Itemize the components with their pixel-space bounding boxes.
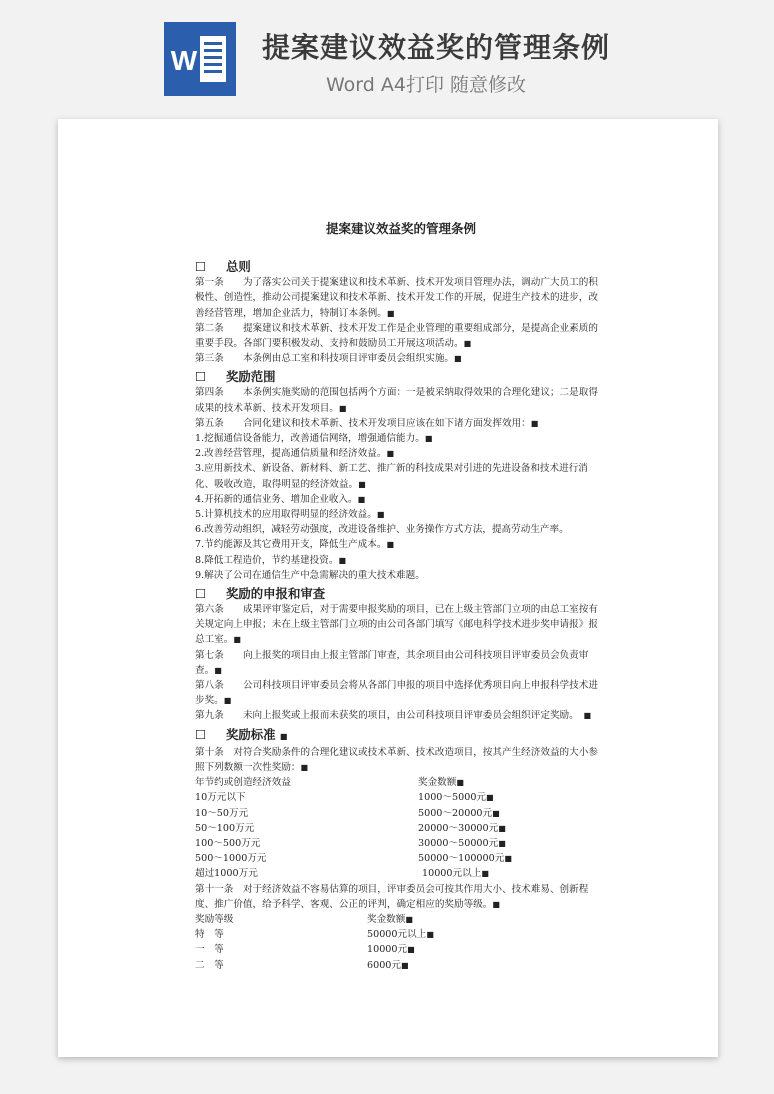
word-icon-letter: W bbox=[170, 45, 198, 76]
document-page bbox=[58, 119, 718, 1057]
list-item: 1.挖掘通信设备能力，改善通信网络，增强通信能力。■ bbox=[195, 433, 433, 445]
banner-title: 提案建议效益奖的管理条例 bbox=[262, 31, 611, 64]
end-mark-icon: ■ bbox=[386, 540, 394, 550]
table-row bbox=[195, 806, 607, 821]
table-row bbox=[195, 927, 607, 942]
table-cell: 5000～20000元■ bbox=[418, 807, 500, 819]
table-cell: 1000～5000元■ bbox=[418, 792, 494, 804]
checkbox-square-icon: ☐ bbox=[195, 726, 207, 742]
end-mark-icon: ■ bbox=[338, 555, 347, 565]
end-mark-icon: ■ bbox=[424, 434, 433, 444]
list-item: 6.改善劳动组织，减轻劳动强度，改进设备维护、业务操作方式方法，提高劳动生产率。 bbox=[195, 524, 569, 536]
word-document-icon bbox=[164, 22, 236, 96]
table-cell: 一 等 bbox=[195, 944, 224, 956]
checkbox-square-icon: ☐ bbox=[195, 586, 207, 602]
table-header-cell: 奖金数额■ bbox=[367, 913, 413, 925]
article-paragraph: 第四条 本条例实施奖励的范围包括两个方面：一是被采纳取得效果的合理化建议；二是取得成果的技术革新、技术开发项目。■ bbox=[195, 387, 598, 414]
checkbox-square-icon: ☐ bbox=[195, 259, 207, 275]
article-paragraph: 第六条 成果评审鉴定后，对于需要申报奖励的项目，已在上级主管部门立项的由总工室按有关规定向上申报；未在上级主管部门立项的由公司各部门填写《邮电科学技术进步奖申请报》报总工室。■ bbox=[195, 604, 598, 646]
table-cell: 30000～50000元■ bbox=[418, 837, 506, 849]
checkbox-square-icon: ☐ bbox=[195, 369, 207, 385]
table-row bbox=[195, 790, 607, 805]
list-item: 9.解决了公司在通信生产中急需解决的重大技术难题。 bbox=[195, 569, 425, 581]
table-cell: 超过1000万元 bbox=[195, 868, 258, 880]
table-row bbox=[195, 958, 607, 973]
end-mark-icon: ■ bbox=[454, 354, 462, 364]
section-heading: ☐ 奖励范围 bbox=[195, 369, 276, 385]
reward-table-grade bbox=[195, 912, 607, 973]
table-header-row bbox=[195, 775, 607, 790]
end-mark-icon: ■ bbox=[214, 665, 222, 675]
article-paragraph: 第三条 本条例由总工室和科技项目评审委员会组织实施。■ bbox=[195, 353, 462, 365]
table-cell: 10000元■ bbox=[367, 944, 415, 956]
end-mark-icon: ■ bbox=[376, 510, 385, 520]
table-row bbox=[195, 821, 607, 836]
document-body bbox=[195, 221, 607, 973]
table-cell: 20000～30000元■ bbox=[418, 822, 506, 834]
table-header-cell: 奖励等级 bbox=[195, 913, 234, 925]
end-mark-icon: ■ bbox=[300, 762, 309, 772]
article-paragraph: 第七条 向上报奖的项目由上报主管部门审查，其余项目由公司科技项目评审委员会负责审查。■ bbox=[195, 649, 589, 676]
end-mark-icon: ■ bbox=[530, 418, 539, 428]
banner-subtitle: Word A4打印 随意修改 bbox=[326, 74, 527, 96]
reward-table-economic bbox=[195, 775, 607, 881]
table-cell: 100～500万元 bbox=[195, 837, 261, 849]
table-cell: 10～50万元 bbox=[195, 807, 249, 819]
table-cell: 500～1000万元 bbox=[195, 853, 267, 865]
section-heading: ☐ 奖励标准 ■ bbox=[195, 726, 288, 742]
list-item: 8.降低工程造价，节约基建投资。■ bbox=[195, 554, 347, 566]
article-paragraph: 第十一条 对于经济效益不容易估算的项目，评审委员会可按其作用大小、技术难易、创新程度、推广价值，给予科学、客观、公正的评判，确定相应的奖励等级。■ bbox=[195, 883, 589, 910]
table-cell: 10000元以上■ bbox=[422, 868, 489, 880]
section-heading: ☐ 总则 bbox=[195, 259, 251, 275]
list-item: 5.计算机技术的应用取得明显的经济效益。■ bbox=[195, 509, 385, 521]
table-row bbox=[195, 866, 607, 881]
list-item: 7.节约能源及其它费用开支，降低生产成本。■ bbox=[195, 539, 394, 551]
article-paragraph: 第九条 未向上报奖或上报而未获奖的项目，由公司科技项目评审委员会组织评定奖励。 ■ bbox=[195, 710, 592, 722]
article-paragraph: 第二条 提案建议和技术革新、技术开发工作是企业管理的重要组成部分，是提高企业素质的重要手段。各部门要积极发动、支持和鼓励员工开展这项活动。■ bbox=[195, 322, 598, 350]
list-item: 4.开拓新的通信业务、增加企业收入。■ bbox=[195, 493, 366, 505]
table-row bbox=[195, 851, 607, 866]
end-mark-icon: ■ bbox=[338, 403, 347, 413]
section-heading: ☐ 奖励的申报和审查 bbox=[195, 586, 326, 602]
table-header-cell: 年节约或创造经济效益 bbox=[195, 777, 291, 789]
table-cell: 特 等 bbox=[195, 929, 224, 941]
table-cell: 50～100万元 bbox=[195, 822, 255, 834]
article-paragraph: 第五条 合同化建议和技术革新、技术开发项目应该在如下诸方面发挥效用：■ bbox=[195, 417, 539, 429]
table-row bbox=[195, 942, 607, 957]
end-mark-icon: ■ bbox=[583, 711, 592, 721]
end-mark-icon: ■ bbox=[357, 494, 366, 504]
end-mark-icon: ■ bbox=[279, 731, 288, 741]
end-mark-icon: ■ bbox=[492, 899, 500, 909]
table-cell: 6000元■ bbox=[367, 959, 409, 971]
list-item: 3.应用新技术、新设备、新材料、新工艺、推广新的科技成果对引进的先进设备和技术进行消化、吸收改造，取得明显的经济效益。■ bbox=[195, 463, 588, 490]
table-cell: 50000～100000元■ bbox=[418, 853, 512, 865]
banner bbox=[0, 0, 774, 110]
end-mark-icon: ■ bbox=[463, 339, 472, 349]
table-header-cell: 奖金数额■ bbox=[418, 777, 464, 789]
end-mark-icon: ■ bbox=[358, 479, 366, 489]
end-mark-icon: ■ bbox=[386, 449, 394, 459]
end-mark-icon: ■ bbox=[223, 696, 232, 706]
end-mark-icon: ■ bbox=[386, 308, 395, 318]
list-item: 2.改善经营管理，提高通信质量和经济效益。■ bbox=[195, 448, 394, 460]
article-paragraph: 第十条 对符合奖励条件的合理化建议或技术革新、技术改造项目，按其产生经济效益的大小参照下列数额一次性奖励：■ bbox=[195, 746, 598, 773]
article-paragraph: 第一条 为了落实公司关于提案建议和技术革新、技术开发项目管理办法，调动广大员工的积极性、创造性，推动公司提案建议和技术革新、技术开发工作的开展，促进生产技术的进步，改善经营管理，增加企业活力，特制订本条例。■ bbox=[195, 277, 598, 319]
end-mark-icon: ■ bbox=[233, 635, 241, 645]
table-header-row bbox=[195, 912, 607, 927]
article-paragraph: 第八条 公司科技项目评审委员会将从各部门申报的项目中选择优秀项目向上申报科学技术进步奖。■ bbox=[195, 680, 598, 707]
table-row bbox=[195, 836, 607, 851]
document-title: 提案建议效益奖的管理条例 bbox=[325, 221, 476, 236]
table-cell: 二 等 bbox=[195, 959, 224, 971]
table-cell: 50000元以上■ bbox=[367, 929, 434, 941]
table-cell: 10万元以下 bbox=[195, 792, 246, 804]
